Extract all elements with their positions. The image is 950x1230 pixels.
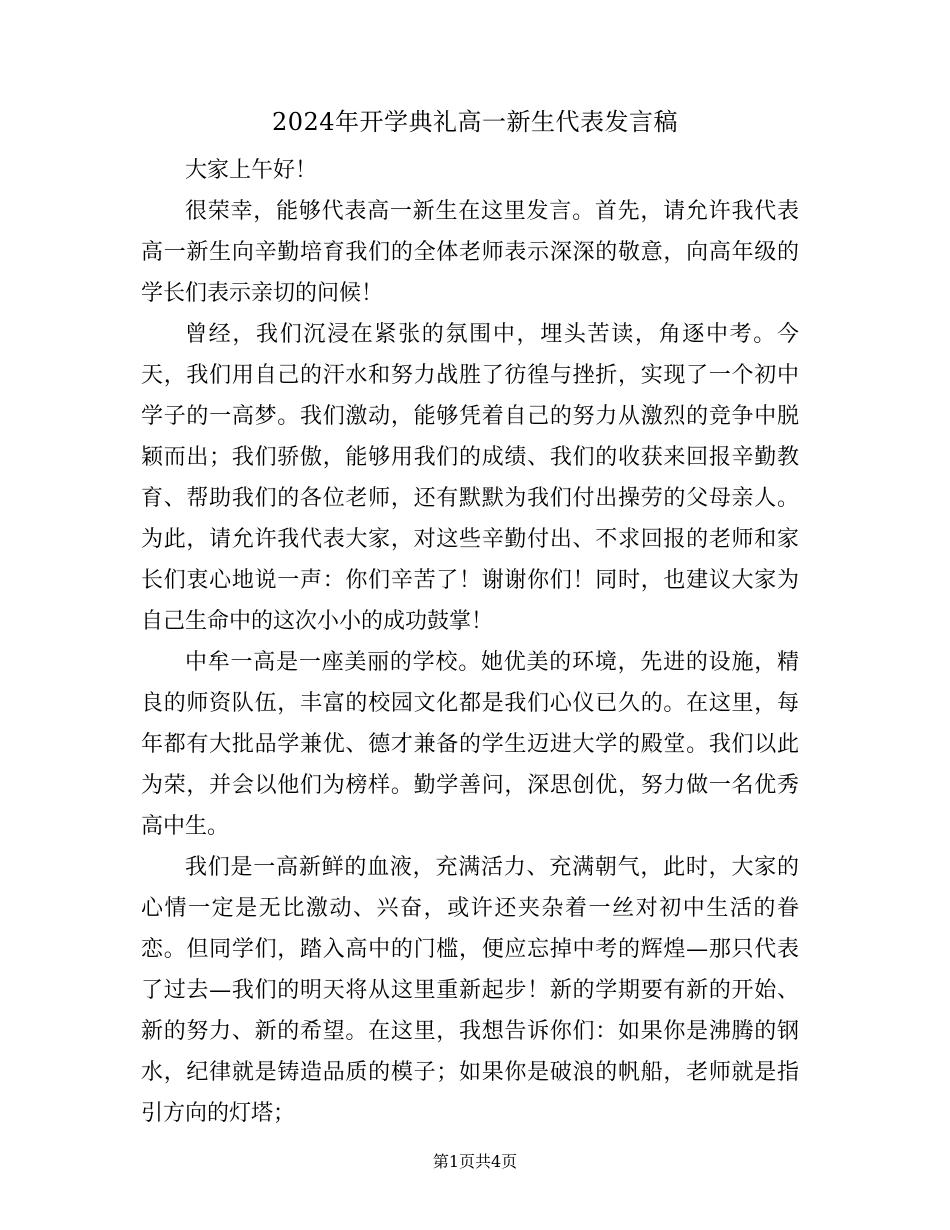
- paragraph-1: 很荣幸，能够代表高一新生在这里发言。首先，请允许我代表高一新生向辛勤培育我们的全体老师表示深深的敬意，向高年级的学长们表示亲切的问候！: [141, 199, 799, 306]
- page-number-footer: 第1页共4页: [432, 1152, 518, 1171]
- document-title: 2024年开学典礼高一新生代表发言稿: [271, 108, 679, 136]
- paragraph-3: 中牟一高是一座美丽的学校。她优美的环境，先进的设施，精良的师资队伍，丰富的校园文化都是我们心仪已久的。在这里，每年都有大批品学兼优、德才兼备的学生迈进大学的殿堂。我们以此为荣，并会以他们为榜样。勤学善问，深思创优，努力做一名优秀高中生。: [141, 650, 799, 839]
- document-body: [141, 150, 799, 1134]
- paragraph-4: 我们是一高新鲜的血液，充满活力、充满朝气，此时，大家的心情一定是无比激动、兴奋，或许还夹杂着一丝对初中生活的眷恋。但同学们，踏入高中的门槛，便应忘掉中考的辉煌—那只代表了过去—我们的明天将从这里重新起步！新的学期要有新的开始、新的努力、新的希望。在这里，我想告诉你们：如果你是沸腾的钢水，纪律就是铸造品质的模子；如果你是破浪的帆船，老师就是指引方向的灯塔；: [141, 855, 799, 1126]
- paragraph-greeting: 大家上午好！: [185, 158, 318, 183]
- paragraph-2: 曾经，我们沉浸在紧张的氛围中，埋头苦读，角逐中考。今天，我们用自己的汗水和努力战胜了彷徨与挫折，实现了一个初中学子的一高梦。我们激动，能够凭着自己的努力从激烈的竞争中脱颖而出；我们骄傲，能够用我们的成绩、我们的收获来回报辛勤教育、帮助我们的各位老师，还有默默为我们付出操劳的父母亲人。为此，请允许我代表大家，对这些辛勤付出、不求回报的老师和家长们衷心地说一声：你们辛苦了！谢谢你们！同时，也建议大家为自己生命中的这次小小的成功鼓掌！: [141, 322, 799, 634]
